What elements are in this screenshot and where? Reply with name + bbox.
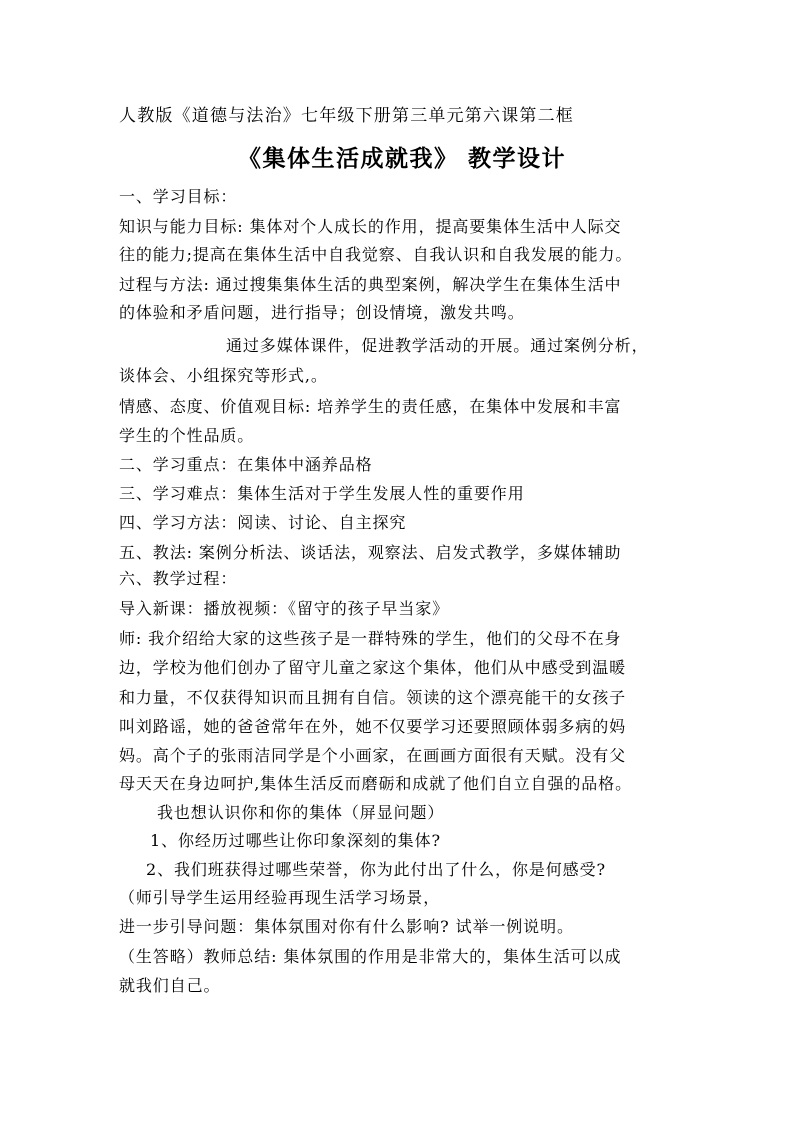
- body-line: 过程与方法: 通过搜集集体生活的典型案例，解决学生在集体生活中: [119, 275, 622, 294]
- section-heading-process: 六、教学过程：: [119, 569, 238, 588]
- body-line: 情感、态度、价值观目标: 培养学生的责任感，在集体中发展和丰富: [119, 397, 622, 416]
- body-line: 往的能力;提高在集体生活中自我觉察、自我认识和自我发展的能力。: [119, 245, 633, 264]
- body-line: （师引导学生运用经验再现生活学习场景，: [119, 888, 441, 907]
- body-line: 知识与能力目标: 集体对个人成长的作用，提高要集体生活中人际交: [119, 217, 622, 236]
- section-heading-teaching-methods: 五、教法: 案例分析法、谈话法，观察法、启发式教学，多媒体辅助: [119, 543, 622, 562]
- body-line: 妈。高个子的张雨洁同学是个小画家，在画画方面很有天赋。没有父: [119, 746, 627, 765]
- document-title: 《集体生活成就我》 教学设计: [237, 145, 566, 172]
- body-line: 边，学校为他们创办了留守儿童之家这个集体，他们从中感受到温暖: [119, 658, 627, 677]
- question-item: 2、我们班获得过哪些荣誉，你为此付出了什么，你是何感受?: [146, 860, 606, 879]
- body-line-indented: 通过多媒体课件，促进教学活动的开展。通过案例分析，: [226, 336, 649, 355]
- body-line: 导入新课：播放视频：《留守的孩子早当家》: [119, 599, 450, 618]
- section-heading-difficulties: 三、学习难点：集体生活对于学生发展人性的重要作用: [119, 484, 525, 503]
- body-line: 叫刘路谣，她的爸爸常年在外，她不仅要学习还要照顾体弱多病的妈: [119, 717, 627, 736]
- body-line: 学生的个性品质。: [119, 426, 255, 445]
- body-line: （生答略）教师总结: 集体氛围的作用是非常大的，集体生活可以成: [119, 947, 622, 966]
- section-heading-methods: 四、学习方法：阅读、讨论、自主探究: [119, 513, 407, 532]
- document-subtitle: 人教版《道德与法治》七年级下册第三单元第六课第二框: [119, 106, 574, 126]
- body-line: 母天天在身边呵护,集体生活反而磨砺和成就了他们自立自强的品格。: [119, 774, 632, 793]
- question-item: 1、你经历过哪些让你印象深刻的集体?: [150, 831, 441, 850]
- body-line: 的体验和矛盾问题，进行指导；创设情境，激发共鸣。: [119, 303, 525, 322]
- section-heading-objectives: 一、学习目标：: [119, 187, 238, 206]
- body-line: 就我们自己。: [119, 976, 221, 995]
- body-line: 和力量，不仅获得知识而且拥有自信。领读的这个漂亮能干的女孩子: [119, 688, 627, 707]
- body-line: 进一步引导问题：集体氛围对你有什么影响? 试举一例说明。: [119, 917, 574, 936]
- body-line: 谈体会、小组探究等形式,。: [119, 366, 328, 385]
- body-line-indented: 我也想认识你和你的集体（屏显问题）: [157, 803, 445, 822]
- body-line: 师: 我介绍给大家的这些孩子是一群特殊的学生，他们的父母不在身: [119, 629, 622, 648]
- section-heading-key-points: 二、学习重点：在集体中涵养品格: [119, 455, 373, 474]
